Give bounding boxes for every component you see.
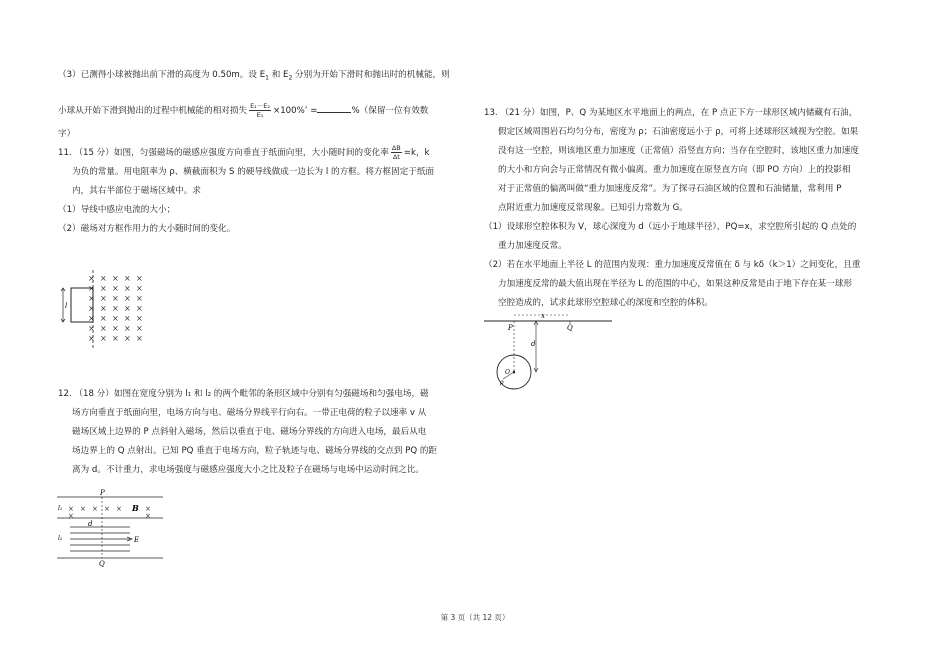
q11-line2: 为负的常量。用电阻率为 ρ、横截面积为 S 的硬导线做成一边长为 l 的方框。将方框固定于纸面 (72, 166, 435, 177)
label-Q: Q (99, 560, 105, 567)
label-P: P (100, 489, 105, 497)
q13-line1: 13. （21 分）如图，P、Q 为某地区水平地面上的两点，在 P 点正下方一球形区域内储藏有石油， (484, 108, 858, 118)
q13-sub1-line1: （1）设球形空腔体积为 V，球心深度为 d（远小于地球半径），PQ=x，求空腔所引起的 Q 点处的 (484, 222, 857, 232)
svg-text:×: × (68, 512, 74, 520)
label-Q: Q (567, 324, 573, 332)
label-x: x (541, 312, 545, 320)
label-E: E (134, 536, 140, 544)
label-l2: l₂ (58, 535, 63, 542)
q13-line5: 对于正常值的偏离叫做“重力加速度反常”。为了探寻石油区域的位置和石油储量，常利用 P (498, 184, 842, 194)
q13-line6: 点附近重力加速度反常现象。已知引力常数为 G。 (498, 203, 688, 213)
label-O: O (505, 369, 510, 376)
label-d: d (88, 520, 93, 528)
rate-fraction: $\frac{\Delta B}{\Delta t}$ (391, 143, 401, 161)
svg-text:×: × (124, 274, 131, 283)
q12-line1: 12. （18 分）如图在宽度分别为 l₁ 和 l₂ 的两个毗邻的条形区域中分别有匀强磁场和匀强电场，磁 (58, 389, 429, 399)
q13-sub2-line1: （2）若在水平地面上半径 L 的范围内发现：重力加速度反常值在 δ 与 kδ（k＞1）之间变化，且重 (484, 260, 861, 270)
q13-cavity-figure (484, 312, 614, 394)
q12-line3: 磁场区域上边界的 P 点斜射入磁场，然后以垂直于电、磁场分界线的方向进入电场，最后从电 (72, 427, 427, 437)
page-footer: 第 3 页（共 12 页） (440, 613, 510, 622)
q13-line4: 的大小和方向会与正常情况有微小偏离。重力加速度在原竖直方向（即 PO 方向）上的投影相 (498, 165, 851, 175)
q12-line2: 场方向垂直于纸面向里，电场方向与电、磁场分界线平行向右。一带正电荷的粒子以速率 v 从 (72, 408, 427, 418)
svg-text:×: × (68, 505, 74, 513)
loss-fraction: $\frac{\text{E₁－E₂}}{\text{E₁}}$ (250, 101, 271, 119)
svg-text:×: × (145, 505, 151, 513)
svg-text:×: × (80, 505, 86, 513)
side-length-label: l (65, 302, 68, 310)
svg-text:×: × (145, 512, 151, 520)
label-rho: ρ (500, 379, 504, 386)
q10-part3-line1: （3）已测得小球被抛出前下滑的高度为 0.50m。设 $E_1$ 和 $E_2$ 分别为开始下滑时和抛出时的机械能，则 (58, 70, 450, 82)
q11-line3: 内，其右半部位于磁场区域中。求 (72, 185, 201, 196)
label-B: B (132, 503, 139, 513)
answer-blank (317, 112, 351, 113)
q12-line5: 离为 d。不计重力，求电场强度与磁感应强度大小之比及粒子在磁场与电场中运动时间之比。 (72, 465, 424, 475)
q11-heading: 11. （15 分）如图，匀强磁场的磁感应强度方向垂直于纸面向里，大小随时间的变化率 $\frac{\Delta B}{\Delta t}$ =k，k (58, 143, 430, 161)
q10-part3-line3: 字） (58, 128, 76, 139)
svg-text:×: × (136, 274, 143, 283)
label-d: d (531, 340, 536, 348)
q13-line3: 没有这一空腔，则该地区重力加速度（正常值）沿竖直方向；当存在空腔时，该地区重力加速度 (498, 146, 859, 156)
q10-part3-line2: 小球从开始下滑到抛出的过程中机械能的相对损失 $\frac{\text{E₁－E₂}}{\text{E₁}}$ ×100%’ = %（保留一位有效数 (58, 101, 429, 119)
q12-block (58, 385, 468, 480)
label-l1: l₁ (58, 505, 63, 512)
q11-magnetic-field-figure (58, 270, 158, 348)
q12-field-figure (55, 487, 165, 567)
q13-sub2-line3: 空腔造成的，试求此球形空腔球心的深度和空腔的体积。 (498, 298, 713, 308)
label-P: P (508, 324, 513, 332)
right-column (484, 104, 882, 313)
svg-text:×: × (100, 274, 107, 283)
q11-sub2: （2）磁场对方框作用力的大小随时间的变化。 (58, 223, 236, 234)
q11-sub1: （1）导线中感应电流的大小； (58, 204, 176, 215)
svg-text:×: × (92, 505, 98, 513)
q12-line4: 场边界上的 Q 点射出。已知 PQ 垂直于电场方向，粒子轨迹与电、磁场分界线的交点到 PQ 的距 (72, 446, 438, 456)
q13-sub1-line2: 重力加速度反常。 (498, 241, 567, 251)
q13-line2: 假定区域周围岩石均匀分布，密度为 ρ；石油密度远小于 ρ，可将上述球形区域视为空腔。如果 (498, 127, 859, 137)
svg-text:×: × (116, 505, 122, 513)
svg-text:×: × (88, 274, 95, 283)
q13-sub2-line2: 力加速度反常的最大值出现在半径为 L 的范围的中心，如果这种反常是由于地下存在某一球形 (498, 279, 853, 289)
svg-text:×: × (112, 274, 119, 283)
left-column (58, 66, 468, 239)
svg-text:×: × (104, 505, 110, 513)
